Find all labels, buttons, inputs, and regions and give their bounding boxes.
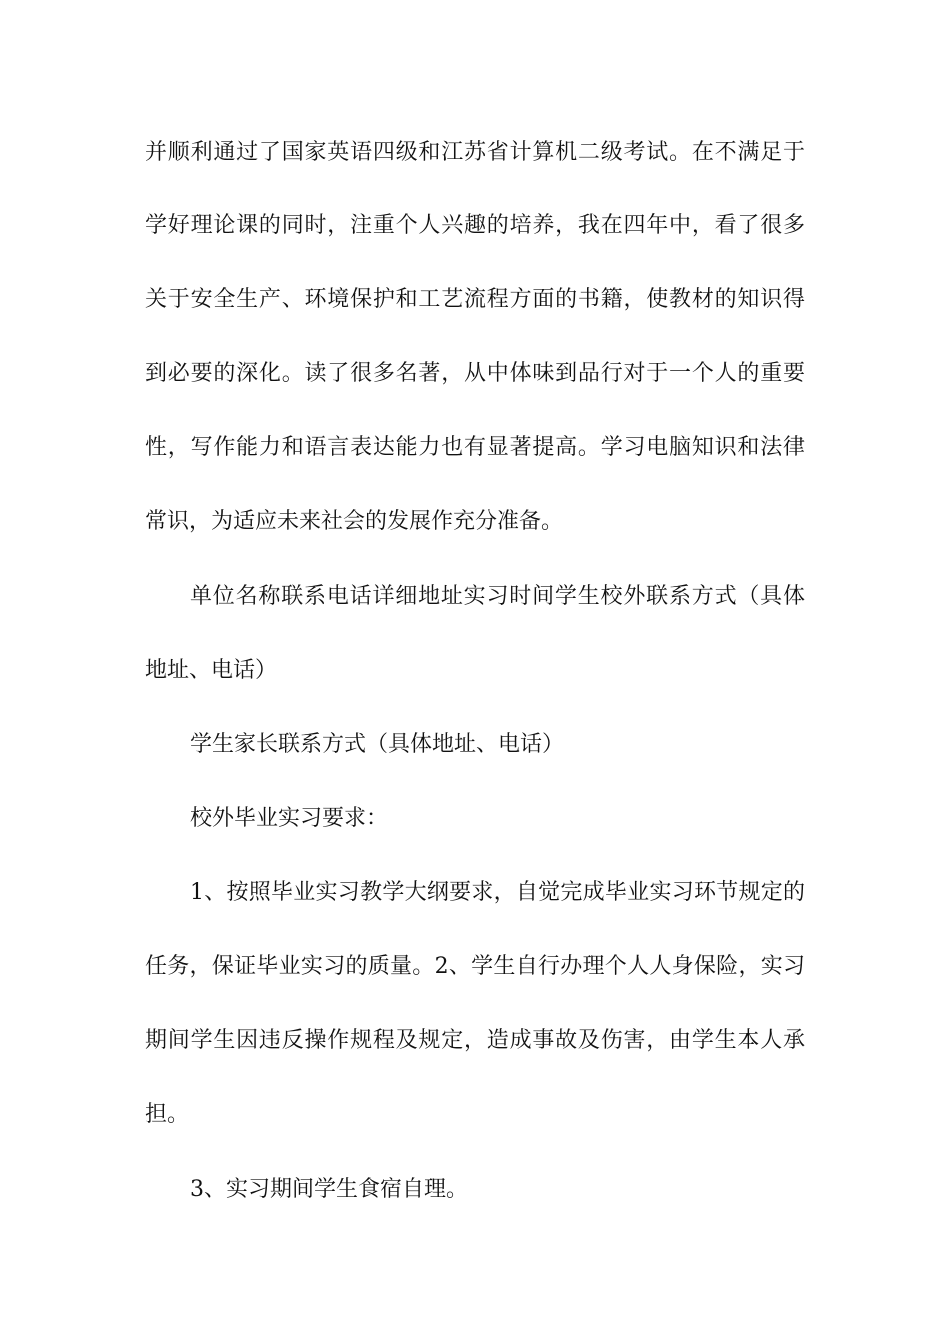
body-text-line: 到必要的深化。读了很多名著，从中体味到品行对于一个人的重要 <box>145 361 805 386</box>
body-text-line: 性，写作能力和语言表达能力也有显著提高。学习电脑知识和法律 <box>145 435 805 460</box>
body-text-line: 地址、电话） <box>145 658 278 683</box>
paragraph-first-line: 单位名称联系电话详细地址实习时间学生校外联系方式（具体 <box>190 584 805 609</box>
list-item-first-line: 3、实习期间学生食宿自理。 <box>190 1177 468 1202</box>
body-text-line: 期间学生因违反操作规程及规定，造成事故及伤害，由学生本人承 <box>145 1028 805 1053</box>
body-text-line: 任务，保证毕业实习的质量。2、学生自行办理个人人身保险，实习 <box>145 954 805 979</box>
body-text-line: 常识，为适应未来社会的发展作充分准备。 <box>145 509 564 534</box>
list-item-first-line: 1、按照毕业实习教学大纲要求，自觉完成毕业实习环节规定的 <box>190 880 805 905</box>
body-text-line: 并顺利通过了国家英语四级和江苏省计算机二级考试。在不满足于 <box>145 140 805 165</box>
section-heading: 校外毕业实习要求： <box>190 806 389 831</box>
body-text-line: 关于安全生产、环境保护和工艺流程方面的书籍，使教材的知识得 <box>145 287 805 312</box>
paragraph-first-line: 学生家长联系方式（具体地址、电话） <box>190 732 565 757</box>
body-text-line: 担。 <box>145 1102 190 1127</box>
body-text-line: 学好理论课的同时，注重个人兴趣的培养，我在四年中，看了很多 <box>145 213 805 238</box>
